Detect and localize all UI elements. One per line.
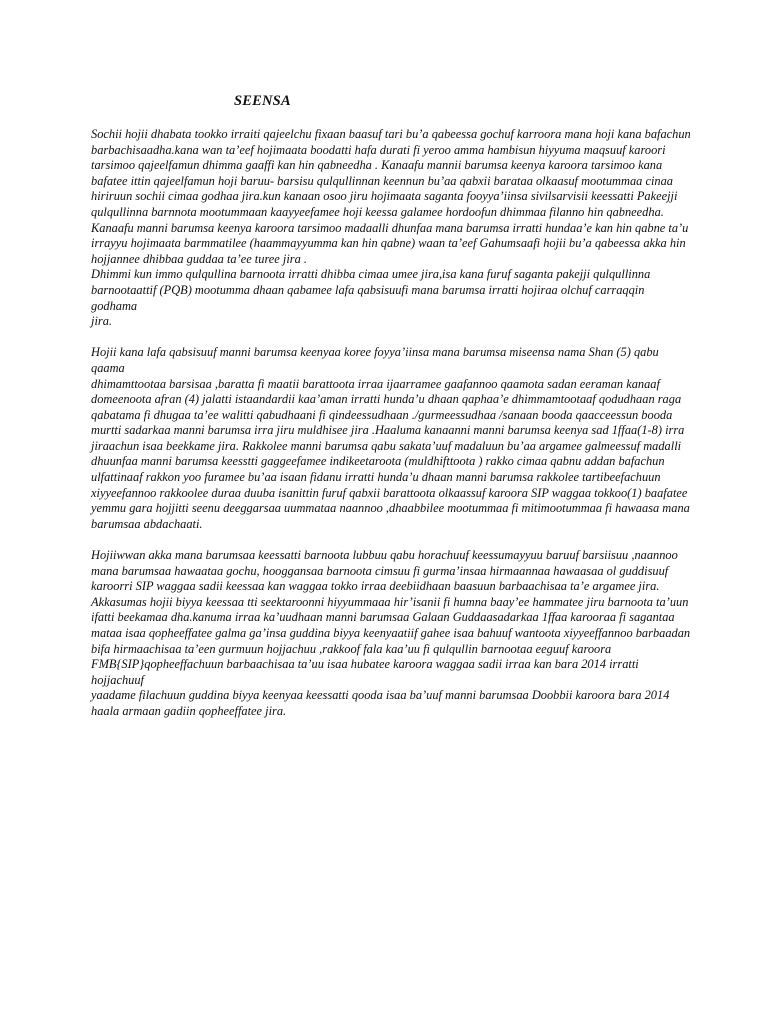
paragraph-plan: Hojiiwwan akka mana barumsaa keessatti barnoota lubbuu qabu horachuuf keessumayyuu baruuf barsiisuu ,naannoo mana barumsaa hawaataa gochu, hooggansaa barnoota cimsuu fi gurma’insaa hirmaannaa hawaasaa ol guddisuuf karoorri SIP waggaa sadii keessaa kan waggaa tokko irraa deebiidhaan baasuun barbaachisaa ta’e argamee jira. Akkasumas hojii biyya keessaa tti seektaroonni hiyyummaaa hir’isanii fi humna baay’ee hammatee jiru barnoota ta’uun ifatti beekamaa dha.kanuma irraa ka’uudhaan manni barumsaa Galaan Guddaasadarkaa 1ffaa karooraa fi sagantaa mataa isaa qopheeffatee galma ga’insa guddina biyya keenyaatiif gahee isaa bahuuf wantoota xiyyeeffannoo barbaadan bifa hirmaachisaa ta’een gurmuun hojjachuu ,rakkoof fala kaa’uu fi qulqullin barnootaa eeguuf karoora FMB{SIP}qopheeffachuun barbaachisaa ta’uu isaa hubatee karoora waggaa sadii irraa kan bara 2014 irratti hojjachuuf yaadame filachuun guddina biyya keenyaa keessatti qooda isaa ba’uuf manni barumsaa Doobbii karoora bara 2014 haala armaan gadiin qopheeffatee jira. [91,548,691,718]
document-title: SEENSA [234,93,291,109]
document-body [91,127,691,735]
paragraph-committee: Hojii kana lafa qabsisuuf manni barumsa keenyaa koree foyya’iinsa mana barumsa miseensa nama Shan (5) qabu qaama dhimamttootaa barsisaa ,baratta fi maatii barattoota irraa ijaarramee gaafannoo qaamota sadan eeraman kanaaf domeenoota afran (4) jalatti istaandardii kaa’aman irratti hunda’u dhaan qaphaa’e dhimmamtootaaf qodudhaan raga qabatama fi dhugaa ta’ee walitti qabudhaani fi qindeessudhaan ./gurmeessudhaa /sanaan booda qaacceessun booda murtti sadarkaa manni barumsa irra jiru muldhisee jira .Haaluma kanaanni manni barumsa keenya sad 1ffaa(1-8) irra jiraachun isaa beekkame jira. Rakkolee manni barumsa qabu sakata’uuf madaluun bu’aa argamee galmeessuf madalli dhuunfaa manni barumsa keesstti gaggeefamee indikeetaroota (muldhifttoota ) rakko cimaa qabnu addan bafachun ulfattinaaf rakkon yoo furamee bu’aa isaan fidanu irratti hunda’u dhaan manni barumsa rakkolee tartibeefachuun xiyyeefannoo rakkoolee duraa duuba isanittin furuf qabxii barattoota olkaassuf karoora SIP waggaa tokkoo(1) baafatee yemmu gara hojjitti seenu deeggarsaa uummataa naannoo ,dhaabbilee mootummaa fi mitimootummaa fi hawaasa mana barumsaa abdachaati. [91,345,690,531]
paragraph-introduction: Sochii hojii dhabata tookko irraiti qajeelchu fixaan baasuf tari bu’a qabeessa gochuf karroora mana hoji kana bafachun barbachisaadha.kana wan ta’eef hojimaata boodatti hafa durati fi yeroo amma hambisun hiyyuma maqsuuf karoori tarsimoo qajeelfamun dhimma gaaffi kan hin qabneedha . Kanaafu mannii barumsa keenya karoora tarsimoo kana bafatee ittin qajeelfamun hoji baruu- barsisu qulqullinnan keennun bu’aa qabxii barataa olkaasuf mootummaa cinaa hiriruun sochii cimaa godhaa jira.kun kanaan osoo jiru hojimaata saganta fooyya’iinsa sivilsarvisii keessatti Pakeejji qulqullinna barnnota mootummaan kaayyeefamee hoji keessa galamee hordoofun dhimmaa filanno hin qabneedha. Kanaafu manni barumsa keenya karoora tarsimoo madaalli dhunfaa mana barumsa irratti hundaa’e kan hin qabne ta’u irrayyu hojimaata barmmatilee (haammayyumma kan hin qabne) waan ta’eef Gahumsaafi hojii bu’a qabeessa akka hin hojjannee dhibbaa guddaa ta’ee turee jira . Dhimmi kun immo qulqullina barnoota irratti dhibba cimaa umee jira,isa kana furuf saganta pakejji qulqullinna barnootaattif (PQB) mootumma dhaan qabamee lafa qabsisuufi mana barumsa irratti hojiraa olchuf carraqqin godhama jira. [91,127,691,329]
